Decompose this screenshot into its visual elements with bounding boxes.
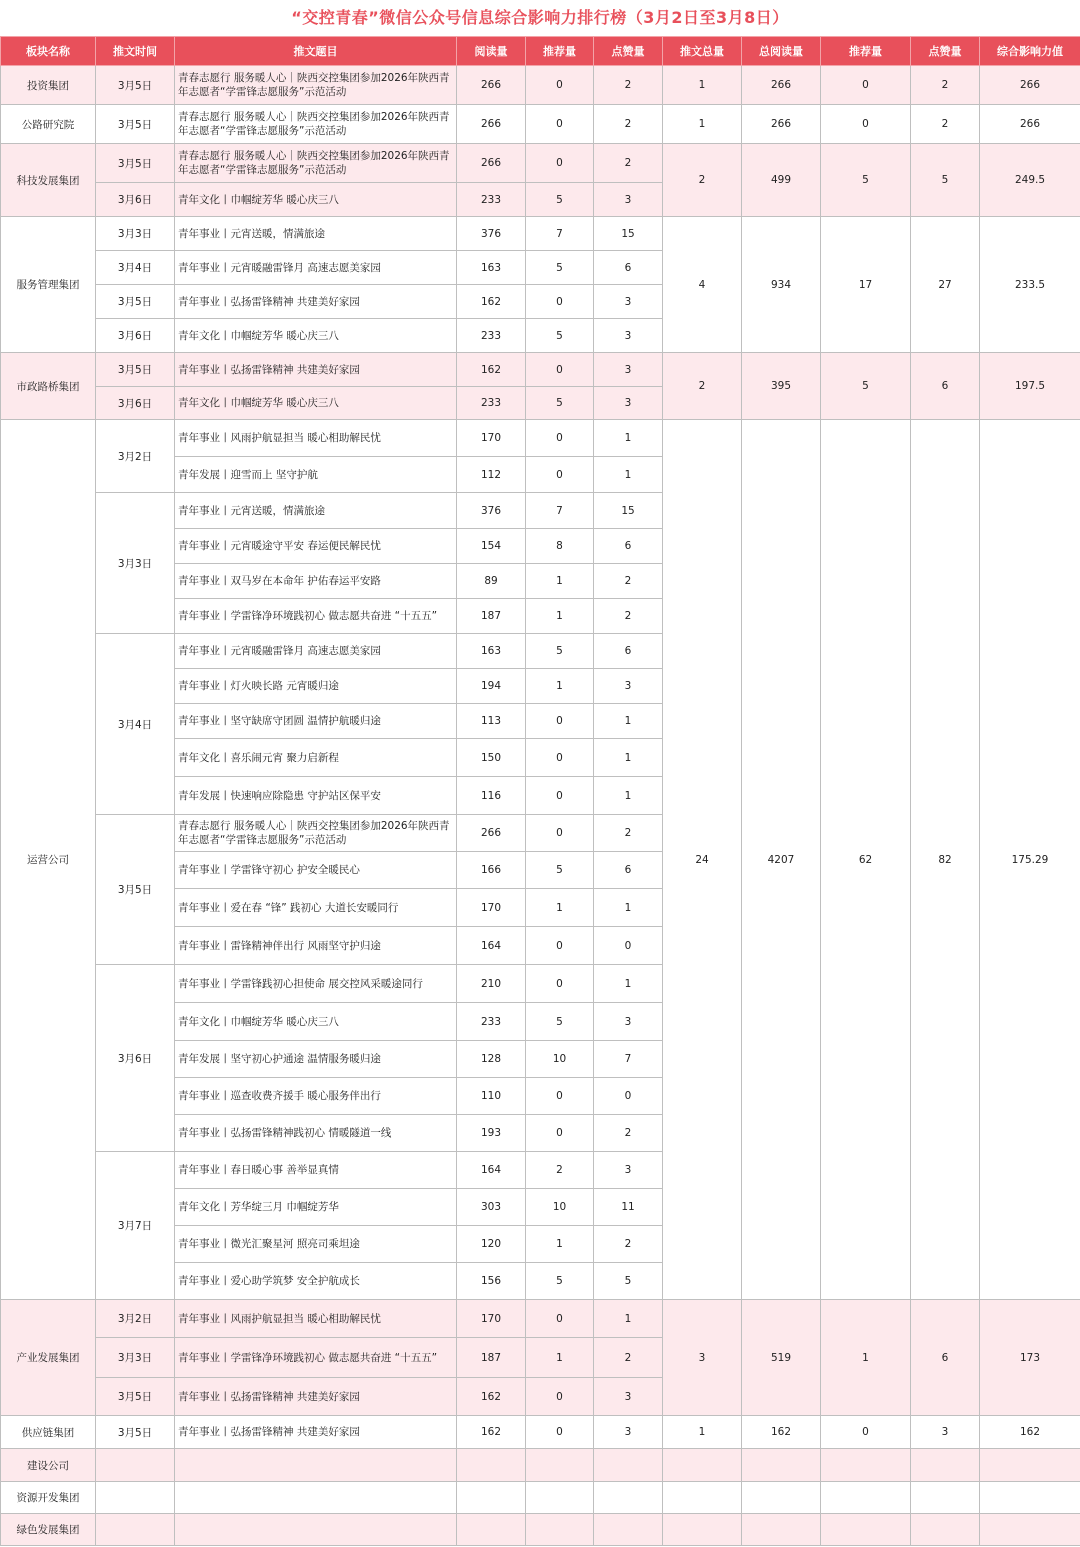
read-count-cell: 164 xyxy=(457,927,526,965)
column-header: 推文时间 xyxy=(96,37,175,66)
post-title-cell: 青春志愿行 服务暖人心｜陕西交控集团参加2026年陕西青年志愿者“学雷锋志愿服务”示范活动 xyxy=(175,815,457,852)
read-count-cell: 89 xyxy=(457,564,526,599)
total-like-cell: 5 xyxy=(911,144,980,217)
post-title-cell: 青年事业丨元宵暖融雷锋月 高速志愿美家园 xyxy=(175,634,457,669)
table-row xyxy=(1,66,1080,105)
post-date-cell: 3月7日 xyxy=(96,1152,175,1300)
post-date-cell: 3月3日 xyxy=(96,493,175,634)
post-title-cell: 青年事业丨弘扬雷锋精神践初心 情暖隧道一线 xyxy=(175,1115,457,1152)
recommend-count-cell: 5 xyxy=(526,251,594,285)
read-count-cell: 162 xyxy=(457,1378,526,1416)
post-title-cell: 青年事业丨爱心助学筑梦 安全护航成长 xyxy=(175,1263,457,1300)
post-title-cell: 青年事业丨双马岁在本命年 护佑春运平安路 xyxy=(175,564,457,599)
total-read-cell: 266 xyxy=(742,105,821,144)
empty-cell xyxy=(96,1482,175,1514)
read-count-cell: 233 xyxy=(457,387,526,420)
post-date-cell: 3月5日 xyxy=(96,144,175,183)
total-recommend-cell: 5 xyxy=(821,353,911,420)
empty-cell xyxy=(980,1482,1080,1514)
like-count-cell: 3 xyxy=(594,1152,663,1189)
table-row xyxy=(1,1416,1080,1449)
read-count-cell: 187 xyxy=(457,1338,526,1378)
post-title-cell: 青年事业丨元宵暖融雷锋月 高速志愿美家园 xyxy=(175,251,457,285)
total-read-cell: 499 xyxy=(742,144,821,217)
total-like-cell: 82 xyxy=(911,420,980,1300)
total-like-cell: 3 xyxy=(911,1416,980,1449)
table-body xyxy=(1,66,1080,1546)
like-count-cell: 3 xyxy=(594,669,663,704)
segment-name-cell: 建设公司 xyxy=(1,1449,96,1482)
total-read-cell: 395 xyxy=(742,353,821,420)
read-count-cell: 164 xyxy=(457,1152,526,1189)
recommend-count-cell: 8 xyxy=(526,529,594,564)
post-title-cell: 青年事业丨弘扬雷锋精神 共建美好家园 xyxy=(175,285,457,319)
read-count-cell: 266 xyxy=(457,144,526,183)
recommend-count-cell: 0 xyxy=(526,66,594,105)
empty-cell xyxy=(821,1482,911,1514)
like-count-cell: 2 xyxy=(594,105,663,144)
segment-name-cell: 产业发展集团 xyxy=(1,1300,96,1416)
empty-cell xyxy=(742,1514,821,1546)
recommend-count-cell: 0 xyxy=(526,1416,594,1449)
post-date-cell: 3月3日 xyxy=(96,1338,175,1378)
read-count-cell: 128 xyxy=(457,1041,526,1078)
read-count-cell: 113 xyxy=(457,704,526,739)
recommend-count-cell: 1 xyxy=(526,889,594,927)
like-count-cell: 1 xyxy=(594,889,663,927)
column-header: 推荐量 xyxy=(526,37,594,66)
read-count-cell: 266 xyxy=(457,815,526,852)
empty-cell xyxy=(175,1514,457,1546)
empty-cell xyxy=(96,1449,175,1482)
like-count-cell: 1 xyxy=(594,777,663,815)
total-recommend-cell: 17 xyxy=(821,217,911,353)
influence-value-cell: 197.5 xyxy=(980,353,1080,420)
like-count-cell: 3 xyxy=(594,1378,663,1416)
like-count-cell: 5 xyxy=(594,1263,663,1300)
total-posts-cell: 3 xyxy=(663,1300,742,1416)
like-count-cell: 1 xyxy=(594,457,663,493)
column-header: 推文总量 xyxy=(663,37,742,66)
like-count-cell: 2 xyxy=(594,1338,663,1378)
recommend-count-cell: 0 xyxy=(526,927,594,965)
empty-cell xyxy=(821,1449,911,1482)
empty-cell xyxy=(663,1514,742,1546)
like-count-cell: 2 xyxy=(594,815,663,852)
column-header: 总阅读量 xyxy=(742,37,821,66)
table-row xyxy=(1,353,1080,387)
post-title-cell: 青年事业丨学雷锋净环境践初心 做志愿共奋进 “十五五” xyxy=(175,1338,457,1378)
read-count-cell: 303 xyxy=(457,1189,526,1226)
recommend-count-cell: 5 xyxy=(526,852,594,889)
total-like-cell: 2 xyxy=(911,66,980,105)
empty-cell xyxy=(911,1482,980,1514)
read-count-cell: 210 xyxy=(457,965,526,1003)
post-date-cell: 3月2日 xyxy=(96,420,175,493)
total-read-cell: 266 xyxy=(742,66,821,105)
total-posts-cell: 2 xyxy=(663,353,742,420)
post-date-cell: 3月5日 xyxy=(96,1416,175,1449)
segment-name-cell: 资源开发集团 xyxy=(1,1482,96,1514)
like-count-cell: 15 xyxy=(594,493,663,529)
recommend-count-cell: 7 xyxy=(526,217,594,251)
like-count-cell: 3 xyxy=(594,285,663,319)
recommend-count-cell: 5 xyxy=(526,1003,594,1041)
recommend-count-cell: 0 xyxy=(526,1300,594,1338)
recommend-count-cell: 0 xyxy=(526,777,594,815)
segment-name-cell: 供应链集团 xyxy=(1,1416,96,1449)
post-title-cell: 青春志愿行 服务暖人心｜陕西交控集团参加2026年陕西青年志愿者“学雷锋志愿服务”示范活动 xyxy=(175,144,457,183)
segment-name-cell: 市政路桥集团 xyxy=(1,353,96,420)
recommend-count-cell: 0 xyxy=(526,285,594,319)
like-count-cell: 2 xyxy=(594,599,663,634)
column-header: 点赞量 xyxy=(911,37,980,66)
segment-name-cell: 服务管理集团 xyxy=(1,217,96,353)
column-header: 综合影响力值 xyxy=(980,37,1080,66)
post-date-cell: 3月6日 xyxy=(96,387,175,420)
table-row xyxy=(1,1449,1080,1482)
like-count-cell: 2 xyxy=(594,1115,663,1152)
empty-cell xyxy=(821,1514,911,1546)
post-title-cell: 青年文化丨巾帼绽芳华 暖心庆三八 xyxy=(175,183,457,217)
read-count-cell: 154 xyxy=(457,529,526,564)
page-title: “交控青春”微信公众号信息综合影响力排行榜（3月2日至3月8日） xyxy=(291,8,789,27)
like-count-cell: 1 xyxy=(594,739,663,777)
post-title-cell: 青年事业丨爱在春 “锋” 践初心 大道长安暖同行 xyxy=(175,889,457,927)
recommend-count-cell: 5 xyxy=(526,634,594,669)
empty-cell xyxy=(457,1482,526,1514)
post-title-cell: 青年发展丨迎雪而上 坚守护航 xyxy=(175,457,457,493)
read-count-cell: 170 xyxy=(457,420,526,457)
post-title-cell: 青年事业丨风雨护航显担当 暖心相助解民忧 xyxy=(175,1300,457,1338)
post-title-cell: 青年事业丨元宵暖途守平安 春运便民解民忧 xyxy=(175,529,457,564)
read-count-cell: 266 xyxy=(457,105,526,144)
like-count-cell: 1 xyxy=(594,965,663,1003)
like-count-cell: 6 xyxy=(594,529,663,564)
like-count-cell: 15 xyxy=(594,217,663,251)
total-read-cell: 162 xyxy=(742,1416,821,1449)
post-date-cell: 3月3日 xyxy=(96,217,175,251)
empty-cell xyxy=(96,1514,175,1546)
recommend-count-cell: 0 xyxy=(526,353,594,387)
post-title-cell: 青年发展丨坚守初心护通途 温情服务暖归途 xyxy=(175,1041,457,1078)
empty-cell xyxy=(457,1449,526,1482)
table-row xyxy=(1,105,1080,144)
read-count-cell: 194 xyxy=(457,669,526,704)
post-title-cell: 青年事业丨学雷锋践初心担使命 展交控风采暖途同行 xyxy=(175,965,457,1003)
empty-cell xyxy=(742,1449,821,1482)
post-title-cell: 青年事业丨弘扬雷锋精神 共建美好家园 xyxy=(175,353,457,387)
total-like-cell: 6 xyxy=(911,1300,980,1416)
column-header: 推荐量 xyxy=(821,37,911,66)
post-date-cell: 3月5日 xyxy=(96,353,175,387)
table-row xyxy=(1,1482,1080,1514)
read-count-cell: 170 xyxy=(457,889,526,927)
post-title-cell: 青春志愿行 服务暖人心｜陕西交控集团参加2026年陕西青年志愿者“学雷锋志愿服务”示范活动 xyxy=(175,105,457,144)
table-row xyxy=(1,420,1080,457)
ranking-table xyxy=(0,36,1080,1546)
column-header: 点赞量 xyxy=(594,37,663,66)
post-date-cell: 3月4日 xyxy=(96,634,175,815)
post-title-cell: 青年文化丨巾帼绽芳华 暖心庆三八 xyxy=(175,1003,457,1041)
recommend-count-cell: 10 xyxy=(526,1189,594,1226)
read-count-cell: 120 xyxy=(457,1226,526,1263)
post-title-cell: 青春志愿行 服务暖人心｜陕西交控集团参加2026年陕西青年志愿者“学雷锋志愿服务”示范活动 xyxy=(175,66,457,105)
recommend-count-cell: 7 xyxy=(526,493,594,529)
post-title-cell: 青年事业丨坚守缺席守团圆 温情护航暖归途 xyxy=(175,704,457,739)
total-read-cell: 934 xyxy=(742,217,821,353)
read-count-cell: 162 xyxy=(457,353,526,387)
post-date-cell: 3月5日 xyxy=(96,66,175,105)
total-posts-cell: 4 xyxy=(663,217,742,353)
read-count-cell: 376 xyxy=(457,493,526,529)
like-count-cell: 3 xyxy=(594,353,663,387)
like-count-cell: 3 xyxy=(594,387,663,420)
like-count-cell: 2 xyxy=(594,1226,663,1263)
recommend-count-cell: 0 xyxy=(526,457,594,493)
total-recommend-cell: 5 xyxy=(821,144,911,217)
recommend-count-cell: 1 xyxy=(526,599,594,634)
recommend-count-cell: 0 xyxy=(526,704,594,739)
recommend-count-cell: 5 xyxy=(526,183,594,217)
recommend-count-cell: 0 xyxy=(526,420,594,457)
post-date-cell: 3月4日 xyxy=(96,251,175,285)
read-count-cell: 162 xyxy=(457,1416,526,1449)
like-count-cell: 3 xyxy=(594,1416,663,1449)
empty-cell xyxy=(526,1482,594,1514)
total-like-cell: 2 xyxy=(911,105,980,144)
read-count-cell: 112 xyxy=(457,457,526,493)
like-count-cell: 0 xyxy=(594,927,663,965)
like-count-cell: 1 xyxy=(594,1300,663,1338)
read-count-cell: 162 xyxy=(457,285,526,319)
post-title-cell: 青年事业丨春日暖心事 善举显真情 xyxy=(175,1152,457,1189)
segment-name-cell: 投资集团 xyxy=(1,66,96,105)
post-date-cell: 3月6日 xyxy=(96,965,175,1152)
recommend-count-cell: 5 xyxy=(526,1263,594,1300)
post-title-cell: 青年事业丨微光汇聚星河 照亮司乘坦途 xyxy=(175,1226,457,1263)
post-title-cell: 青年事业丨元宵送暖，情满旅途 xyxy=(175,217,457,251)
post-title-cell: 青年文化丨巾帼绽芳华 暖心庆三八 xyxy=(175,319,457,353)
like-count-cell: 1 xyxy=(594,704,663,739)
like-count-cell: 6 xyxy=(594,634,663,669)
post-date-cell: 3月5日 xyxy=(96,1378,175,1416)
table-header-row xyxy=(1,37,1080,66)
influence-value-cell: 266 xyxy=(980,66,1080,105)
total-recommend-cell: 0 xyxy=(821,1416,911,1449)
total-posts-cell: 2 xyxy=(663,144,742,217)
like-count-cell: 2 xyxy=(594,66,663,105)
table-row xyxy=(1,144,1080,183)
empty-cell xyxy=(594,1482,663,1514)
table-row xyxy=(1,1300,1080,1338)
recommend-count-cell: 1 xyxy=(526,1338,594,1378)
like-count-cell: 11 xyxy=(594,1189,663,1226)
post-title-cell: 青年事业丨雷锋精神伴出行 风雨坚守护归途 xyxy=(175,927,457,965)
like-count-cell: 0 xyxy=(594,1078,663,1115)
post-title-cell: 青年发展丨快速响应除隐患 守护站区保平安 xyxy=(175,777,457,815)
read-count-cell: 163 xyxy=(457,634,526,669)
segment-name-cell: 运营公司 xyxy=(1,420,96,1300)
recommend-count-cell: 1 xyxy=(526,564,594,599)
post-date-cell: 3月2日 xyxy=(96,1300,175,1338)
recommend-count-cell: 1 xyxy=(526,1226,594,1263)
recommend-count-cell: 0 xyxy=(526,815,594,852)
read-count-cell: 376 xyxy=(457,217,526,251)
total-recommend-cell: 1 xyxy=(821,1300,911,1416)
post-title-cell: 青年文化丨巾帼绽芳华 暖心庆三八 xyxy=(175,387,457,420)
empty-cell xyxy=(175,1482,457,1514)
post-title-cell: 青年文化丨喜乐闹元宵 聚力启新程 xyxy=(175,739,457,777)
post-title-cell: 青年事业丨弘扬雷锋精神 共建美好家园 xyxy=(175,1416,457,1449)
total-recommend-cell: 62 xyxy=(821,420,911,1300)
read-count-cell: 170 xyxy=(457,1300,526,1338)
like-count-cell: 3 xyxy=(594,183,663,217)
empty-cell xyxy=(911,1514,980,1546)
influence-value-cell: 266 xyxy=(980,105,1080,144)
post-title-cell: 青年事业丨学雷锋净环境践初心 做志愿共奋进 “十五五” xyxy=(175,599,457,634)
total-recommend-cell: 0 xyxy=(821,66,911,105)
post-date-cell: 3月6日 xyxy=(96,319,175,353)
column-header: 板块名称 xyxy=(1,37,96,66)
empty-cell xyxy=(742,1482,821,1514)
read-count-cell: 116 xyxy=(457,777,526,815)
recommend-count-cell: 0 xyxy=(526,1378,594,1416)
like-count-cell: 3 xyxy=(594,1003,663,1041)
empty-cell xyxy=(980,1449,1080,1482)
recommend-count-cell: 10 xyxy=(526,1041,594,1078)
recommend-count-cell: 0 xyxy=(526,1078,594,1115)
recommend-count-cell: 1 xyxy=(526,669,594,704)
recommend-count-cell: 0 xyxy=(526,1115,594,1152)
like-count-cell: 2 xyxy=(594,564,663,599)
like-count-cell: 2 xyxy=(594,144,663,183)
read-count-cell: 156 xyxy=(457,1263,526,1300)
empty-cell xyxy=(663,1482,742,1514)
total-recommend-cell: 0 xyxy=(821,105,911,144)
post-title-cell: 青年文化丨芳华绽三月 巾帼绽芳华 xyxy=(175,1189,457,1226)
column-header: 阅读量 xyxy=(457,37,526,66)
column-header: 推文题目 xyxy=(175,37,457,66)
empty-cell xyxy=(457,1514,526,1546)
influence-value-cell: 175.29 xyxy=(980,420,1080,1300)
empty-cell xyxy=(526,1449,594,1482)
read-count-cell: 233 xyxy=(457,183,526,217)
post-title-cell: 青年事业丨元宵送暖，情满旅途 xyxy=(175,493,457,529)
post-date-cell: 3月6日 xyxy=(96,183,175,217)
read-count-cell: 150 xyxy=(457,739,526,777)
read-count-cell: 233 xyxy=(457,1003,526,1041)
empty-cell xyxy=(911,1449,980,1482)
post-title-cell: 青年事业丨灯火映长路 元宵暖归途 xyxy=(175,669,457,704)
like-count-cell: 7 xyxy=(594,1041,663,1078)
total-like-cell: 6 xyxy=(911,353,980,420)
segment-name-cell: 科技发展集团 xyxy=(1,144,96,217)
post-title-cell: 青年事业丨学雷锋守初心 护安全暖民心 xyxy=(175,852,457,889)
segment-name-cell: 公路研究院 xyxy=(1,105,96,144)
post-date-cell: 3月5日 xyxy=(96,285,175,319)
read-count-cell: 187 xyxy=(457,599,526,634)
recommend-count-cell: 0 xyxy=(526,144,594,183)
influence-value-cell: 249.5 xyxy=(980,144,1080,217)
like-count-cell: 6 xyxy=(594,251,663,285)
like-count-cell: 6 xyxy=(594,852,663,889)
empty-cell xyxy=(594,1514,663,1546)
table-row xyxy=(1,1514,1080,1546)
post-date-cell: 3月5日 xyxy=(96,105,175,144)
post-title-cell: 青年事业丨弘扬雷锋精神 共建美好家园 xyxy=(175,1378,457,1416)
total-posts-cell: 24 xyxy=(663,420,742,1300)
read-count-cell: 266 xyxy=(457,66,526,105)
like-count-cell: 3 xyxy=(594,319,663,353)
read-count-cell: 163 xyxy=(457,251,526,285)
read-count-cell: 233 xyxy=(457,319,526,353)
post-date-cell: 3月5日 xyxy=(96,815,175,965)
influence-value-cell: 173 xyxy=(980,1300,1080,1416)
total-read-cell: 519 xyxy=(742,1300,821,1416)
recommend-count-cell: 0 xyxy=(526,739,594,777)
total-read-cell: 4207 xyxy=(742,420,821,1300)
recommend-count-cell: 5 xyxy=(526,319,594,353)
empty-cell xyxy=(526,1514,594,1546)
empty-cell xyxy=(175,1449,457,1482)
read-count-cell: 193 xyxy=(457,1115,526,1152)
recommend-count-cell: 0 xyxy=(526,965,594,1003)
influence-value-cell: 162 xyxy=(980,1416,1080,1449)
total-like-cell: 27 xyxy=(911,217,980,353)
empty-cell xyxy=(663,1449,742,1482)
like-count-cell: 1 xyxy=(594,420,663,457)
recommend-count-cell: 0 xyxy=(526,105,594,144)
empty-cell xyxy=(980,1514,1080,1546)
recommend-count-cell: 5 xyxy=(526,387,594,420)
total-posts-cell: 1 xyxy=(663,66,742,105)
post-title-cell: 青年事业丨巡查收费齐援手 暖心服务伴出行 xyxy=(175,1078,457,1115)
total-posts-cell: 1 xyxy=(663,1416,742,1449)
read-count-cell: 110 xyxy=(457,1078,526,1115)
recommend-count-cell: 2 xyxy=(526,1152,594,1189)
segment-name-cell: 绿色发展集团 xyxy=(1,1514,96,1546)
table-row xyxy=(1,217,1080,251)
read-count-cell: 166 xyxy=(457,852,526,889)
influence-value-cell: 233.5 xyxy=(980,217,1080,353)
total-posts-cell: 1 xyxy=(663,105,742,144)
empty-cell xyxy=(594,1449,663,1482)
post-title-cell: 青年事业丨风雨护航显担当 暖心相助解民忧 xyxy=(175,420,457,457)
